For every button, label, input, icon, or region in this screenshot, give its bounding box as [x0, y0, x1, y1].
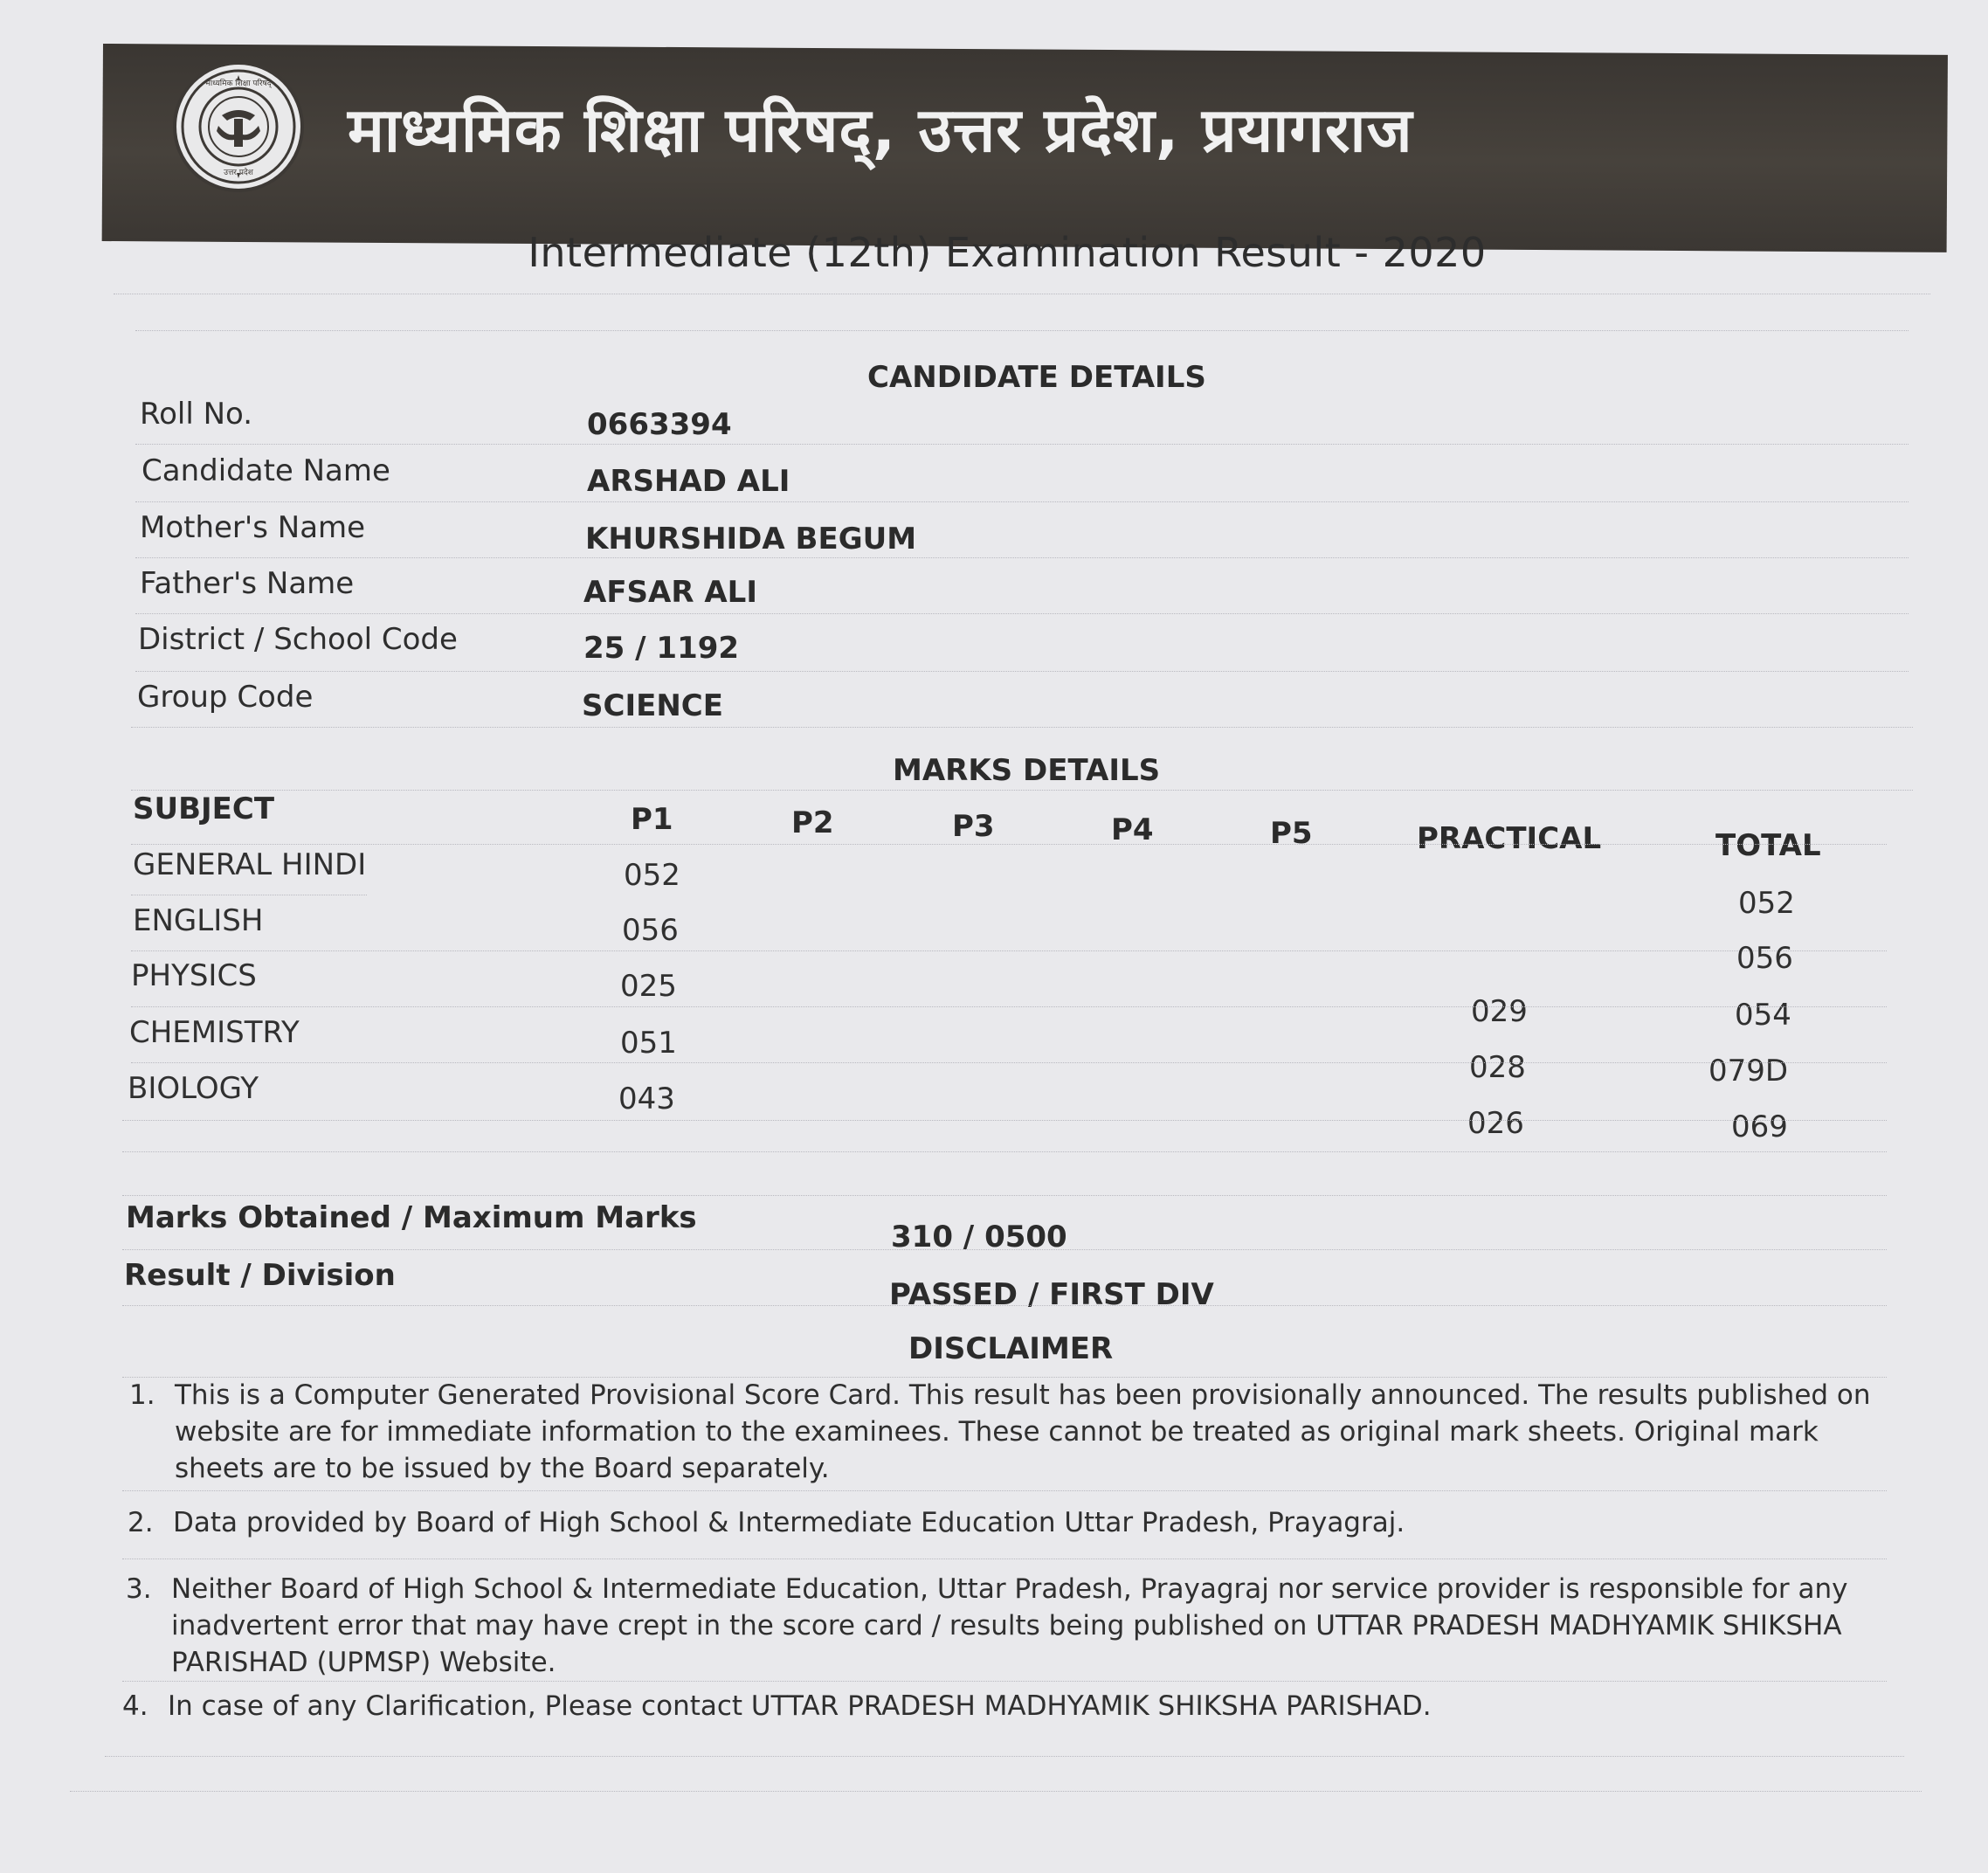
p1-cell: 025: [620, 969, 677, 1004]
total-cell: 069: [1731, 1109, 1788, 1144]
total-cell: 079D: [1708, 1054, 1789, 1089]
divider: [122, 1120, 1887, 1121]
roll-no-value: 0663394: [587, 407, 732, 442]
upmsp-emblem-icon: [173, 61, 304, 192]
candidate-name-label: Candidate Name: [142, 453, 390, 488]
col-practical: PRACTICAL: [1417, 821, 1602, 856]
total-cell: 052: [1738, 886, 1795, 921]
disclaimer-text: In case of any Clarification, Please contact UTTAR PRADESH MADHYAMIK SHIKSHA PARISHAD.: [168, 1690, 1432, 1722]
divider: [122, 1305, 1887, 1306]
practical-cell: 026: [1467, 1106, 1524, 1141]
roll-no-label: Roll No.: [140, 397, 253, 432]
seal-text-top: माध्यमिक शिक्षा परिषद्: [205, 79, 272, 88]
divider: [131, 844, 1887, 845]
subject-cell: PHYSICS: [131, 958, 257, 993]
disclaimer-number: 1.: [129, 1379, 155, 1411]
divider: [122, 1249, 1887, 1250]
total-cell: 054: [1735, 998, 1791, 1033]
col-p2: P2: [791, 805, 834, 840]
divider: [131, 950, 1887, 951]
subject-cell: GENERAL HINDI: [133, 847, 367, 882]
board-title: माध्यमिक शिक्षा परिषद्, उत्तर प्रदेश, प्रयागराज: [348, 94, 1413, 166]
divider: [70, 1791, 1922, 1792]
disclaimer-text: Neither Board of High School & Intermediate Education, Uttar Pradesh, Prayagraj nor service provider is responsible for any inadvertent error that may have crept in the score card / results being published on UTTAR PRADESH MADHYAMIK SHIKSHA PARISHAD (UPMSP) Website.: [171, 1573, 1848, 1678]
divider: [122, 1490, 1887, 1491]
group-code-label: Group Code: [137, 680, 314, 715]
candidate-name-value: ARSHAD ALI: [587, 464, 790, 499]
col-p4: P4: [1111, 812, 1154, 847]
divider: [135, 671, 1909, 672]
col-p1: P1: [631, 802, 673, 837]
col-subject: SUBJECT: [133, 791, 275, 826]
district-school-code-value: 25 / 1192: [583, 631, 740, 666]
p1-cell: 043: [618, 1082, 675, 1116]
p1-cell: 051: [620, 1026, 677, 1061]
father-name-value: AFSAR ALI: [583, 575, 757, 610]
disclaimer-number: 4.: [122, 1690, 148, 1722]
p1-cell: 056: [622, 913, 679, 948]
divider: [131, 727, 1913, 728]
divider: [135, 557, 1909, 558]
result-division-value: PASSED / FIRST DIV: [889, 1277, 1214, 1312]
subject-cell: ENGLISH: [133, 903, 264, 938]
disclaimer-heading: DISCLAIMER: [908, 1331, 1114, 1366]
col-total: TOTAL: [1715, 828, 1821, 863]
divider: [135, 501, 1909, 502]
seal-graphic: [176, 65, 300, 189]
result-division-label: Result / Division: [124, 1258, 396, 1293]
father-name-label: Father's Name: [140, 566, 355, 601]
seal-text-bottom: उत्तर प्रदेश: [224, 169, 253, 177]
candidate-details-heading: CANDIDATE DETAILS: [867, 360, 1206, 395]
col-p3: P3: [952, 809, 995, 844]
subject-cell: BIOLOGY: [128, 1071, 259, 1106]
subject-cell: CHEMISTRY: [129, 1015, 300, 1050]
disclaimer-number: 2.: [128, 1507, 154, 1538]
group-code-value: SCIENCE: [582, 688, 723, 723]
disclaimer-number: 3.: [126, 1573, 152, 1605]
marks-details-heading: MARKS DETAILS: [893, 753, 1161, 788]
p1-cell: 052: [624, 858, 680, 893]
divider: [122, 1151, 1887, 1152]
practical-cell: 029: [1471, 994, 1528, 1029]
marks-obtained-label: Marks Obtained / Maximum Marks: [126, 1200, 697, 1235]
divider: [135, 444, 1909, 445]
col-p5: P5: [1270, 816, 1313, 851]
total-cell: 056: [1736, 941, 1793, 976]
divider: [105, 1756, 1904, 1757]
divider: [122, 1681, 1887, 1682]
divider: [131, 790, 1913, 791]
divider: [122, 1195, 1887, 1196]
disclaimer-text: This is a Computer Generated Provisional Score Card. This result has been provisionally announced. The results published on website are for immediate information to the examinees. These cannot be treated as original mark sheets. Original mark sheets are to be issued by the Board separately.: [175, 1379, 1871, 1484]
divider: [135, 330, 1909, 331]
exam-title: Intermediate (12th) Examination Result - 2020: [528, 229, 1487, 276]
divider: [131, 1062, 1887, 1063]
divider: [131, 1006, 1887, 1007]
district-school-code-label: District / School Code: [138, 622, 458, 657]
mother-name-value: KHURSHIDA BEGUM: [585, 522, 917, 556]
divider: [135, 613, 1909, 614]
practical-cell: 028: [1469, 1050, 1526, 1085]
marks-obtained-value: 310 / 0500: [891, 1220, 1067, 1254]
mother-name-label: Mother's Name: [140, 510, 366, 545]
disclaimer-text: Data provided by Board of High School & Intermediate Education Uttar Pradesh, Prayagraj.: [173, 1507, 1405, 1538]
